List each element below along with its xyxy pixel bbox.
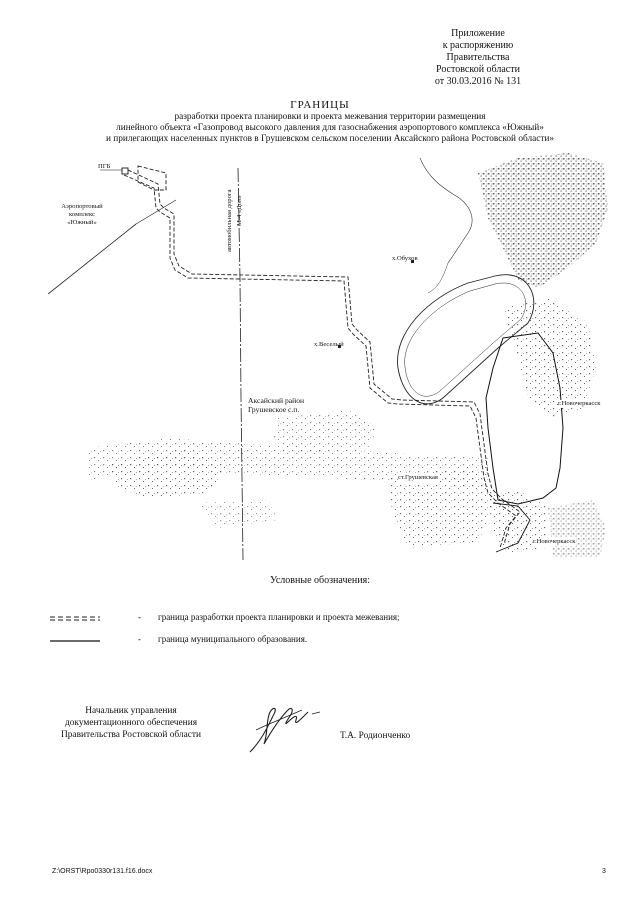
legend-title: Условные обозначения: bbox=[269, 575, 370, 586]
urban-area bbox=[548, 500, 606, 558]
airport-label-line: комплекс bbox=[69, 211, 95, 218]
position-line: документационного обеспечения bbox=[64, 718, 198, 728]
legend-text: граница разработки проекта планировки и проекта межевания; bbox=[158, 612, 400, 622]
annex-line: Приложение bbox=[451, 28, 505, 39]
district-label bbox=[248, 396, 304, 414]
district-label-line: Аксайский район bbox=[248, 396, 305, 405]
terrain-texture bbox=[273, 410, 378, 453]
road-label-line: автомобильная дорога bbox=[226, 189, 233, 252]
position-line: Начальник управления bbox=[85, 706, 177, 716]
river-line bbox=[428, 263, 448, 293]
page-number: 3 bbox=[602, 868, 606, 875]
subtitle-line: разработки проекта планировки и проекта межевания территории размещения bbox=[174, 112, 486, 122]
river-line bbox=[420, 158, 472, 263]
airport-label bbox=[52, 203, 112, 227]
legend-dash: - bbox=[138, 634, 141, 644]
signatory-name: Т.А. Родионченко bbox=[340, 731, 411, 741]
terrain-texture bbox=[198, 500, 278, 528]
legend-text: граница муниципального образования. bbox=[158, 634, 308, 644]
airport-boundary-line bbox=[48, 224, 136, 294]
ggb-point-icon bbox=[122, 168, 128, 174]
boundary-map bbox=[48, 148, 608, 560]
annex-line: Ростовской области bbox=[436, 64, 520, 75]
district-label-line: Грушевское с.п. bbox=[248, 405, 300, 414]
annex-header bbox=[378, 28, 578, 88]
legend-dash: - bbox=[138, 612, 141, 622]
grushevskaya-label: ст.Грушевская bbox=[398, 474, 438, 481]
obukhov-label: х.Обухов bbox=[392, 255, 418, 262]
document-subtitle bbox=[40, 112, 620, 145]
solid-line-symbol bbox=[50, 638, 100, 644]
airport-label-line: Аэропортовый bbox=[61, 203, 103, 210]
dashed-line-symbol bbox=[50, 616, 100, 622]
ggb-label: ПГБ bbox=[98, 163, 111, 170]
novocherkassk-label-2: г.Новочеркасск bbox=[533, 538, 576, 545]
signatory-position bbox=[36, 705, 226, 741]
footer-file-path: Z:\ORST\Rpo0330r131.f16.docx bbox=[52, 868, 153, 875]
vesely-label: х.Веселый bbox=[314, 341, 344, 348]
subtitle-line: линейного объекта «Газопровод высокого давления для газоснабжения аэропортового комплекса «Южный» bbox=[116, 123, 544, 133]
novocherkassk-label: г.Новочеркасск bbox=[558, 400, 601, 407]
document-title: ГРАНИЦЫ bbox=[290, 99, 350, 111]
map-drawing bbox=[48, 148, 608, 560]
position-line: Правительства Ростовской области bbox=[60, 730, 202, 740]
annex-line: Правительства bbox=[446, 52, 510, 63]
urban-area bbox=[478, 153, 608, 288]
annex-date-line: от 30.03.2016 № 131 bbox=[434, 76, 522, 87]
road-label-line: М-4 «Дон» bbox=[236, 195, 243, 226]
subtitle-line: и прилегающих населенных пунктов в Грушевском сельском поселении Аксайского района Ростовской области» bbox=[105, 134, 555, 144]
handwritten-signature bbox=[244, 700, 324, 760]
annex-line: к распоряжению bbox=[442, 40, 514, 51]
airport-label-line: «Южный» bbox=[67, 219, 97, 226]
